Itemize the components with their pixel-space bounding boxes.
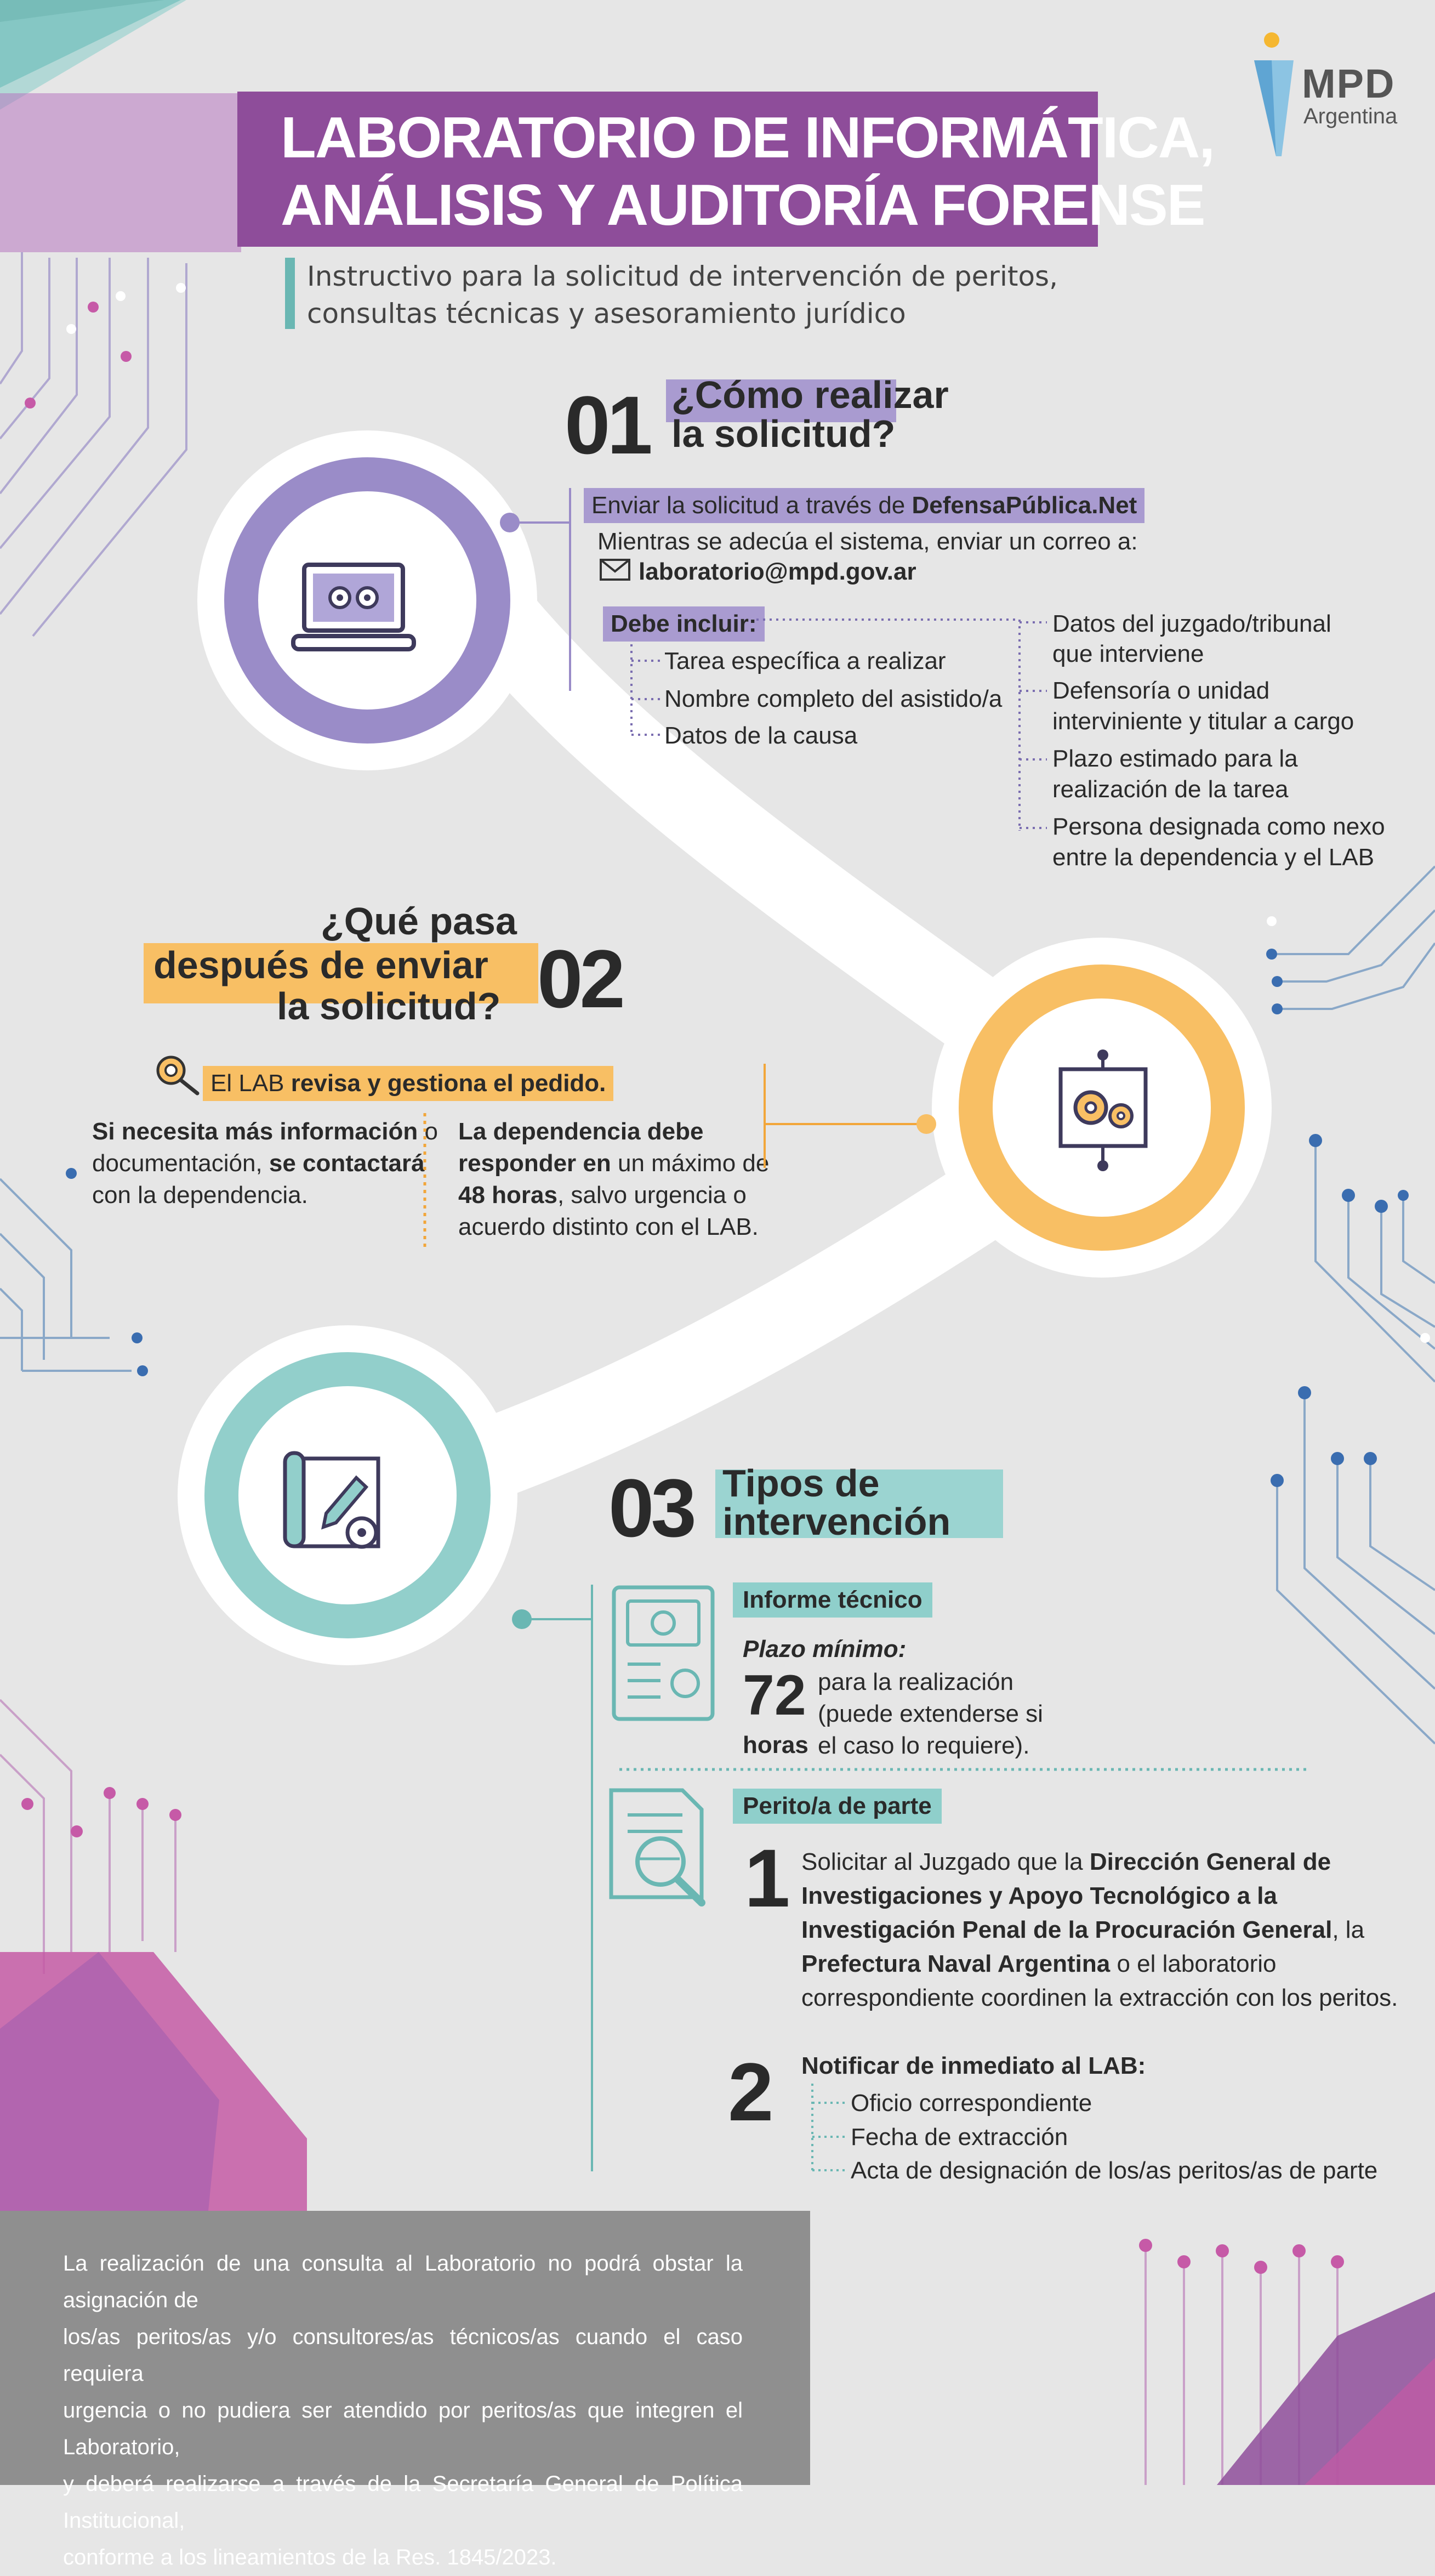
section2-connector: [759, 1064, 940, 1168]
step2-item: Fecha de extracción: [851, 2124, 1068, 2151]
must-include-right-item: Plazo estimado para la: [1052, 745, 1298, 772]
section2-number: 02: [537, 933, 622, 1025]
review-magnifier-icon: [153, 1053, 203, 1097]
step1-line-1: Solicitar al Juzgado que la Dirección General de: [801, 1848, 1331, 1875]
blueprint-pencil-gear-icon: [280, 1448, 395, 1557]
section1-title-line-2: la solicitud?: [671, 412, 896, 455]
step1-number: 1: [744, 1832, 790, 1924]
plazo-unit: horas: [743, 1732, 808, 1758]
title-line-2: ANÁLISIS Y AUDITORÍA FORENSE: [281, 173, 1205, 237]
plazo-line-3: el caso lo requiere).: [818, 1732, 1030, 1759]
section3-title-line-2: intervención: [722, 1500, 951, 1543]
must-include-item: Tarea específica a realizar: [664, 648, 946, 674]
footer-note-text: [63, 2245, 743, 2576]
must-include-right-item: interviniente y titular a cargo: [1052, 708, 1354, 735]
perito-label: Perito/a de parte: [733, 1789, 942, 1824]
step2-item: Acta de designación de los/as peritos/as de parte: [851, 2157, 1378, 2184]
step1-line-5: correspondiente coordinen la extracción con los peritos.: [801, 1984, 1398, 2011]
must-include-right-item: que interviene: [1052, 640, 1204, 667]
step2-tree: [810, 2084, 854, 2182]
section1-title-line-1: ¿Cómo realizar: [671, 373, 949, 416]
section3-number: 03: [608, 1462, 693, 1554]
must-include-right-item: entre la dependencia y el LAB: [1052, 844, 1375, 871]
section2-title-line-3: la solicitud?: [277, 985, 501, 1028]
footer-note-line: los/as peritos/as y/o consultores/as técnicos/as cuando el caso requiera: [63, 2325, 743, 2386]
lab-review-line: El LAB revisa y gestiona el pedido.: [203, 1066, 613, 1101]
logo-name: MPD: [1302, 61, 1396, 106]
footer-note-line: conforme a los lineamientos de la Res. 1845/2023.: [63, 2545, 557, 2569]
footer-note-line: y deberá realizarse a través de la Secretaría General de Política Institucional,: [63, 2472, 743, 2533]
more-info-line-2: documentación, se contactará: [92, 1150, 425, 1177]
footer-note-line: urgencia o no pudiera ser atendido por peritos/as que integren el Laboratorio,: [63, 2398, 743, 2459]
document-gears-icon: [611, 1585, 715, 1722]
plazo-number: 72: [743, 1664, 806, 1727]
response-line-1: La dependencia debe: [458, 1118, 704, 1145]
title-line-1: LABORATORIO DE INFORMÁTICA,: [281, 105, 1214, 170]
step2-item: Oficio correspondiente: [851, 2090, 1092, 2117]
subtitle-line-1: Instructivo para la solicitud de intervención de peritos,: [307, 260, 1058, 292]
footer-note-line: La realización de una consulta al Laboratorio no podrá obstar la asignación de: [63, 2251, 743, 2312]
mpd-logo-icon: [1250, 30, 1302, 156]
section2-title-line-1: ¿Qué pasa: [321, 900, 517, 943]
step1-line-2: Investigaciones y Apoyo Tecnológico a la: [801, 1882, 1277, 1909]
must-include-label: Debe incluir:: [603, 606, 765, 642]
presentation-gears-icon: [1055, 1047, 1151, 1173]
section2-title-line-2: después de enviar: [153, 944, 488, 986]
more-info-line-3: con la dependencia.: [92, 1182, 308, 1208]
plazo-label: Plazo mínimo:: [743, 1636, 907, 1663]
section1-number: 01: [565, 379, 650, 471]
subtitle-accent-bar: [285, 258, 295, 329]
response-line-4: acuerdo distinto con el LAB.: [458, 1213, 759, 1240]
section3-separator: [619, 1767, 1310, 1772]
logo-sub: Argentina: [1303, 104, 1398, 128]
plazo-line-1: para la realización: [818, 1669, 1014, 1695]
must-include-right-item: Defensoría o unidad: [1052, 677, 1270, 704]
document-magnifier-icon: [606, 1788, 721, 1908]
envelope-icon: [599, 558, 631, 581]
section2-divider: [422, 1113, 428, 1250]
must-include-right-item: realización de la tarea: [1052, 776, 1289, 803]
subtitle-line-2: consultas técnicas y asesoramiento jurídico: [307, 298, 906, 330]
response-line-2: responder en un máximo de: [458, 1150, 770, 1177]
section1-connector: [493, 483, 592, 768]
section3-title-line-1: Tipos de: [722, 1462, 880, 1505]
plazo-line-2: (puede extenderse si: [818, 1700, 1043, 1727]
meanwhile-text: Mientras se adecúa el sistema, enviar un correo a:: [597, 528, 1138, 555]
response-line-3: 48 horas, salvo urgencia o: [458, 1182, 747, 1208]
must-include-right-item: Persona designada como nexo: [1052, 813, 1385, 840]
must-include-item: Datos de la causa: [664, 722, 858, 749]
send-request-line: Enviar la solicitud a través de DefensaPública.Net: [584, 488, 1144, 523]
step2-title: Notificar de inmediato al LAB:: [801, 2052, 1146, 2079]
must-include-right-item: Datos del juzgado/tribunal: [1052, 610, 1331, 637]
contact-email: laboratorio@mpd.gov.ar: [639, 558, 916, 585]
more-info-line-1: Si necesita más información o: [92, 1118, 438, 1145]
laptop-gears-icon: [293, 559, 414, 658]
step1-line-3: Investigación Penal de la Procuración General, la: [801, 1916, 1365, 1943]
must-include-item: Nombre completo del asistido/a: [664, 685, 1003, 712]
informe-tecnico-label: Informe técnico: [733, 1582, 932, 1618]
step2-number: 2: [728, 2046, 774, 2138]
step1-line-4: Prefectura Naval Argentina o el laboratorio: [801, 1950, 1277, 1977]
